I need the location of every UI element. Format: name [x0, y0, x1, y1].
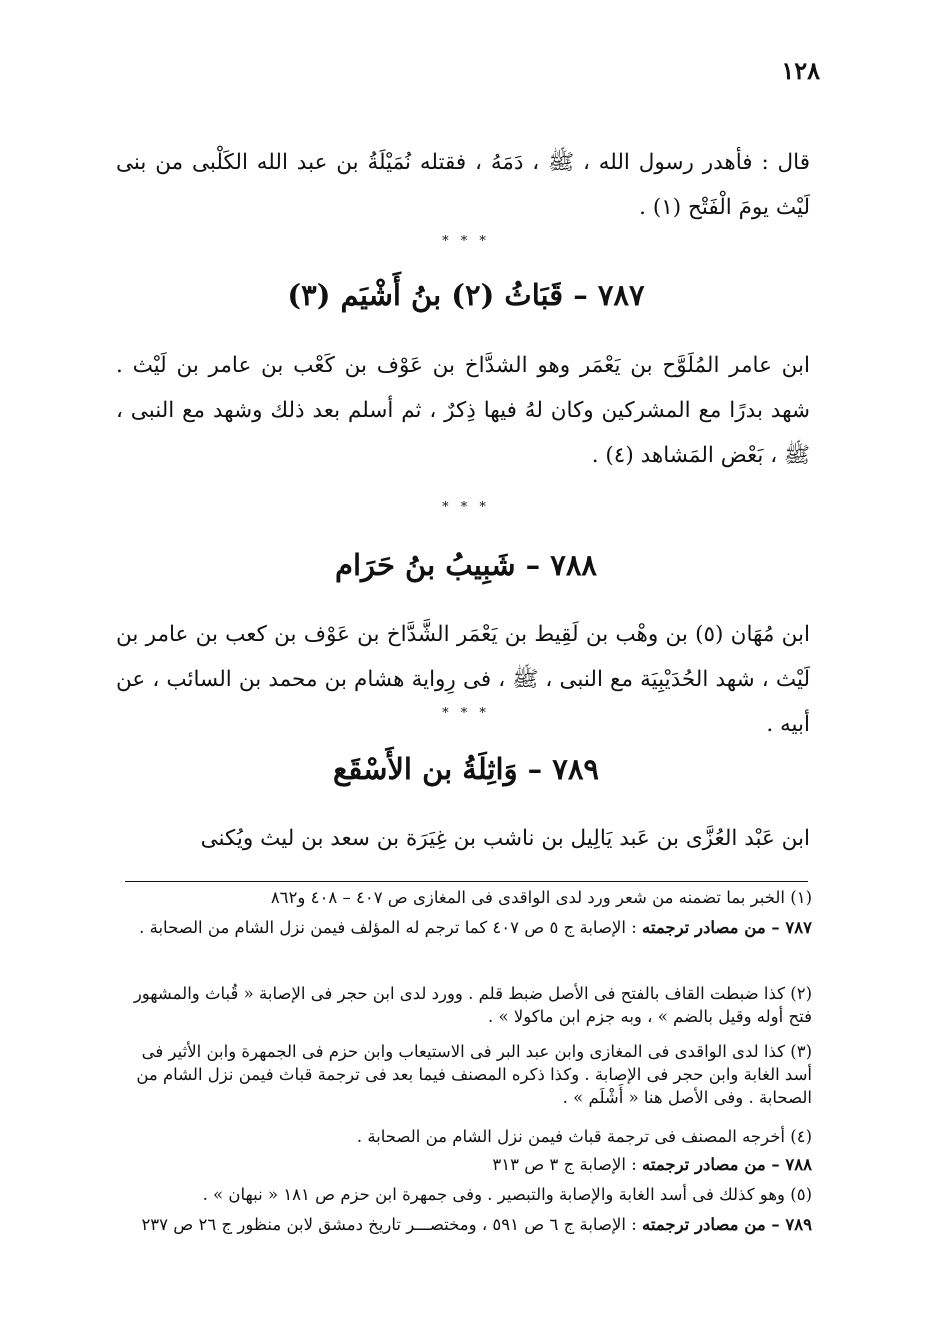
footnote-2: (٢) كذا ضبطت القاف بالفتح فى الأصل ضبط قلم . وورد لدى ابن حجر فى الإصابة « قُباث والمشهور فتح أوله وقيل بالضم » ، وبه جزم ابن ماكولا » .: [133, 984, 812, 1026]
footnote-rule: [125, 881, 808, 882]
footnote-4: (٤) أخرجه المصنف فى ترجمة قباث فيمن نزل الشام من الصحابة .: [356, 1127, 812, 1146]
source-label: ٧٨٨ – من مصادر ترجمته: [642, 1155, 812, 1174]
section-separator: * * *: [442, 706, 490, 721]
page-number: ١٢٨: [781, 56, 820, 85]
section-separator: * * *: [442, 500, 490, 515]
entry-heading-787: ٧٨٧ – قَبَاثُ (٢) بنُ أَشْيَم (٣): [287, 278, 645, 312]
footnote-3: (٣) كذا لدى الواقدى فى المغازى وابن عبد البر فى الاستيعاب وابن حزم فى الجمهرة وابن الأثير فى أسد الغابة وابن حجر فى الإصابة . وكذا ذكره المصنف فيما بعد فى ترجمة قباث فيمن نزل الشام من الصحابة . وفى الأصل هنا « أَشْلَم » .: [136, 1042, 812, 1107]
footnote-sources-787: [120, 916, 812, 939]
footnote-sources-789: [120, 1213, 812, 1236]
footnote-sources-788: [120, 1153, 812, 1176]
source-text: : الإصابة ج ٣ ص ٣١٣: [492, 1155, 643, 1174]
entry-body-788: ابن مُهَان (٥) بن وهْب بن لَقِيط بن يَعْمَر الشَّدَّاخ بن عَوْف بن كعب بن عامر بن لَيْث ، شهد الحُدَيْبِيَة مع النبى ، ﷺ ، فى رِواية هشام بن محمد بن السائب ، عن أبيه .: [116, 622, 810, 737]
source-text: : الإصابة ج ٥ ص ٤٠٧ كما ترجم له المؤلف فيمن نزل الشام من الصحابة .: [139, 918, 643, 937]
entry-body-789: ابن عَبْد العُزَّى بن عَبد يَالِيل بن ناشب بن غِيَرَة بن سعد بن ليث ويُكنى: [200, 826, 810, 851]
entry-body-787: ابن عامر المُلَوَّح بن يَعْمَر وهو الشدَّاخ بن عَوْف بن كَعْب بن عامر بن لَيْث . شهد بدرًا مع المشركين وكان لهُ فيها ذِكرٌ ، ثم أسلم بعد ذلك وشهد مع النبى ، ﷺ ، بَعْض المَشاهد (٤) .: [116, 353, 810, 468]
source-label: ٧٨٩ – من مصادر ترجمته: [642, 1215, 812, 1234]
entry-heading-788: ٧٨٨ – شَبِيبُ بنُ حَرَام: [335, 548, 597, 582]
intro-paragraph: قال : فأهدر رسول الله ، ﷺ ، دَمَهُ ، فقتله نُمَيْلَةُ بن عبد الله الكَلْبى من بنى لَيْث يومَ الْفَتْح (١) .: [116, 150, 810, 220]
source-text: : الإصابة ج ٦ ص ٥٩١ ، ومختصـــر تاريخ دمشق لابن منظور ج ٢٦ ص ٢٣٧: [141, 1215, 643, 1234]
footnote-5: (٥) وهو كذلك فى أسد الغابة والإصابة والتبصير . وفى جمهرة ابن حزم ص ١٨١ « نبهان » .: [202, 1185, 812, 1204]
footnote-1: (١) الخبر بما تضمنه من شعر ورد لدى الواقدى فى المغازى ص ٤٠٧ – ٤٠٨ و٨٦٢: [270, 888, 812, 907]
section-separator: * * *: [442, 234, 490, 249]
entry-heading-789: ٧٨٩ – وَاثِلَةُ بن الأَسْقَع: [332, 752, 600, 786]
source-label: ٧٨٧ – من مصادر ترجمته: [642, 918, 812, 937]
